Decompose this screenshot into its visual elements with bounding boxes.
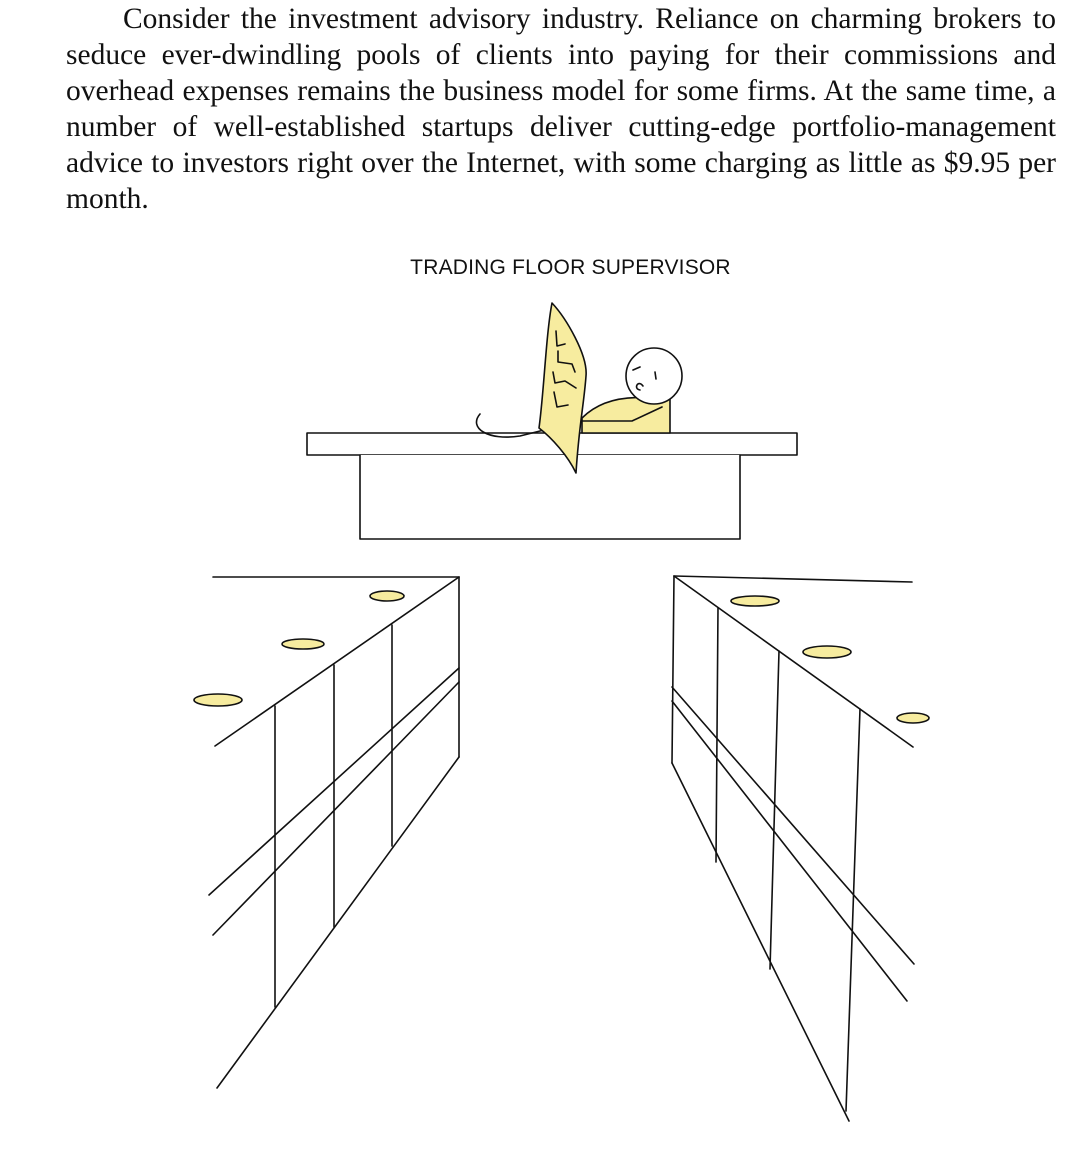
supervisor-eye-right	[655, 372, 656, 379]
left-desk-monitor-2	[282, 639, 324, 649]
body-paragraph: Consider the investment advisory industry. Reliance on charming brokers to seduce ever-dwindling pools of clients into paying for their commissions and overhead expenses remains the business model for some firms. At the same time, a number of well-established startups deliver cutting-edge portfolio-management advice to investors right over the Internet, with some charging as little as $9.95 per month.	[66, 3, 1056, 215]
right-desk-monitor-1	[731, 596, 779, 606]
right-desk-monitor-3	[897, 713, 929, 723]
desk-base	[360, 455, 740, 539]
supervisor-desk	[307, 433, 797, 539]
figure-caption: TRADING FLOOR SUPERVISOR	[410, 256, 731, 279]
left-desk-monitor-1	[370, 591, 404, 601]
right-trading-desks	[672, 576, 929, 1121]
left-desk-monitor-3	[194, 694, 242, 706]
supervisor-head	[626, 348, 682, 404]
right-desk-monitor-2	[803, 646, 851, 658]
left-trading-desks	[194, 577, 459, 1088]
